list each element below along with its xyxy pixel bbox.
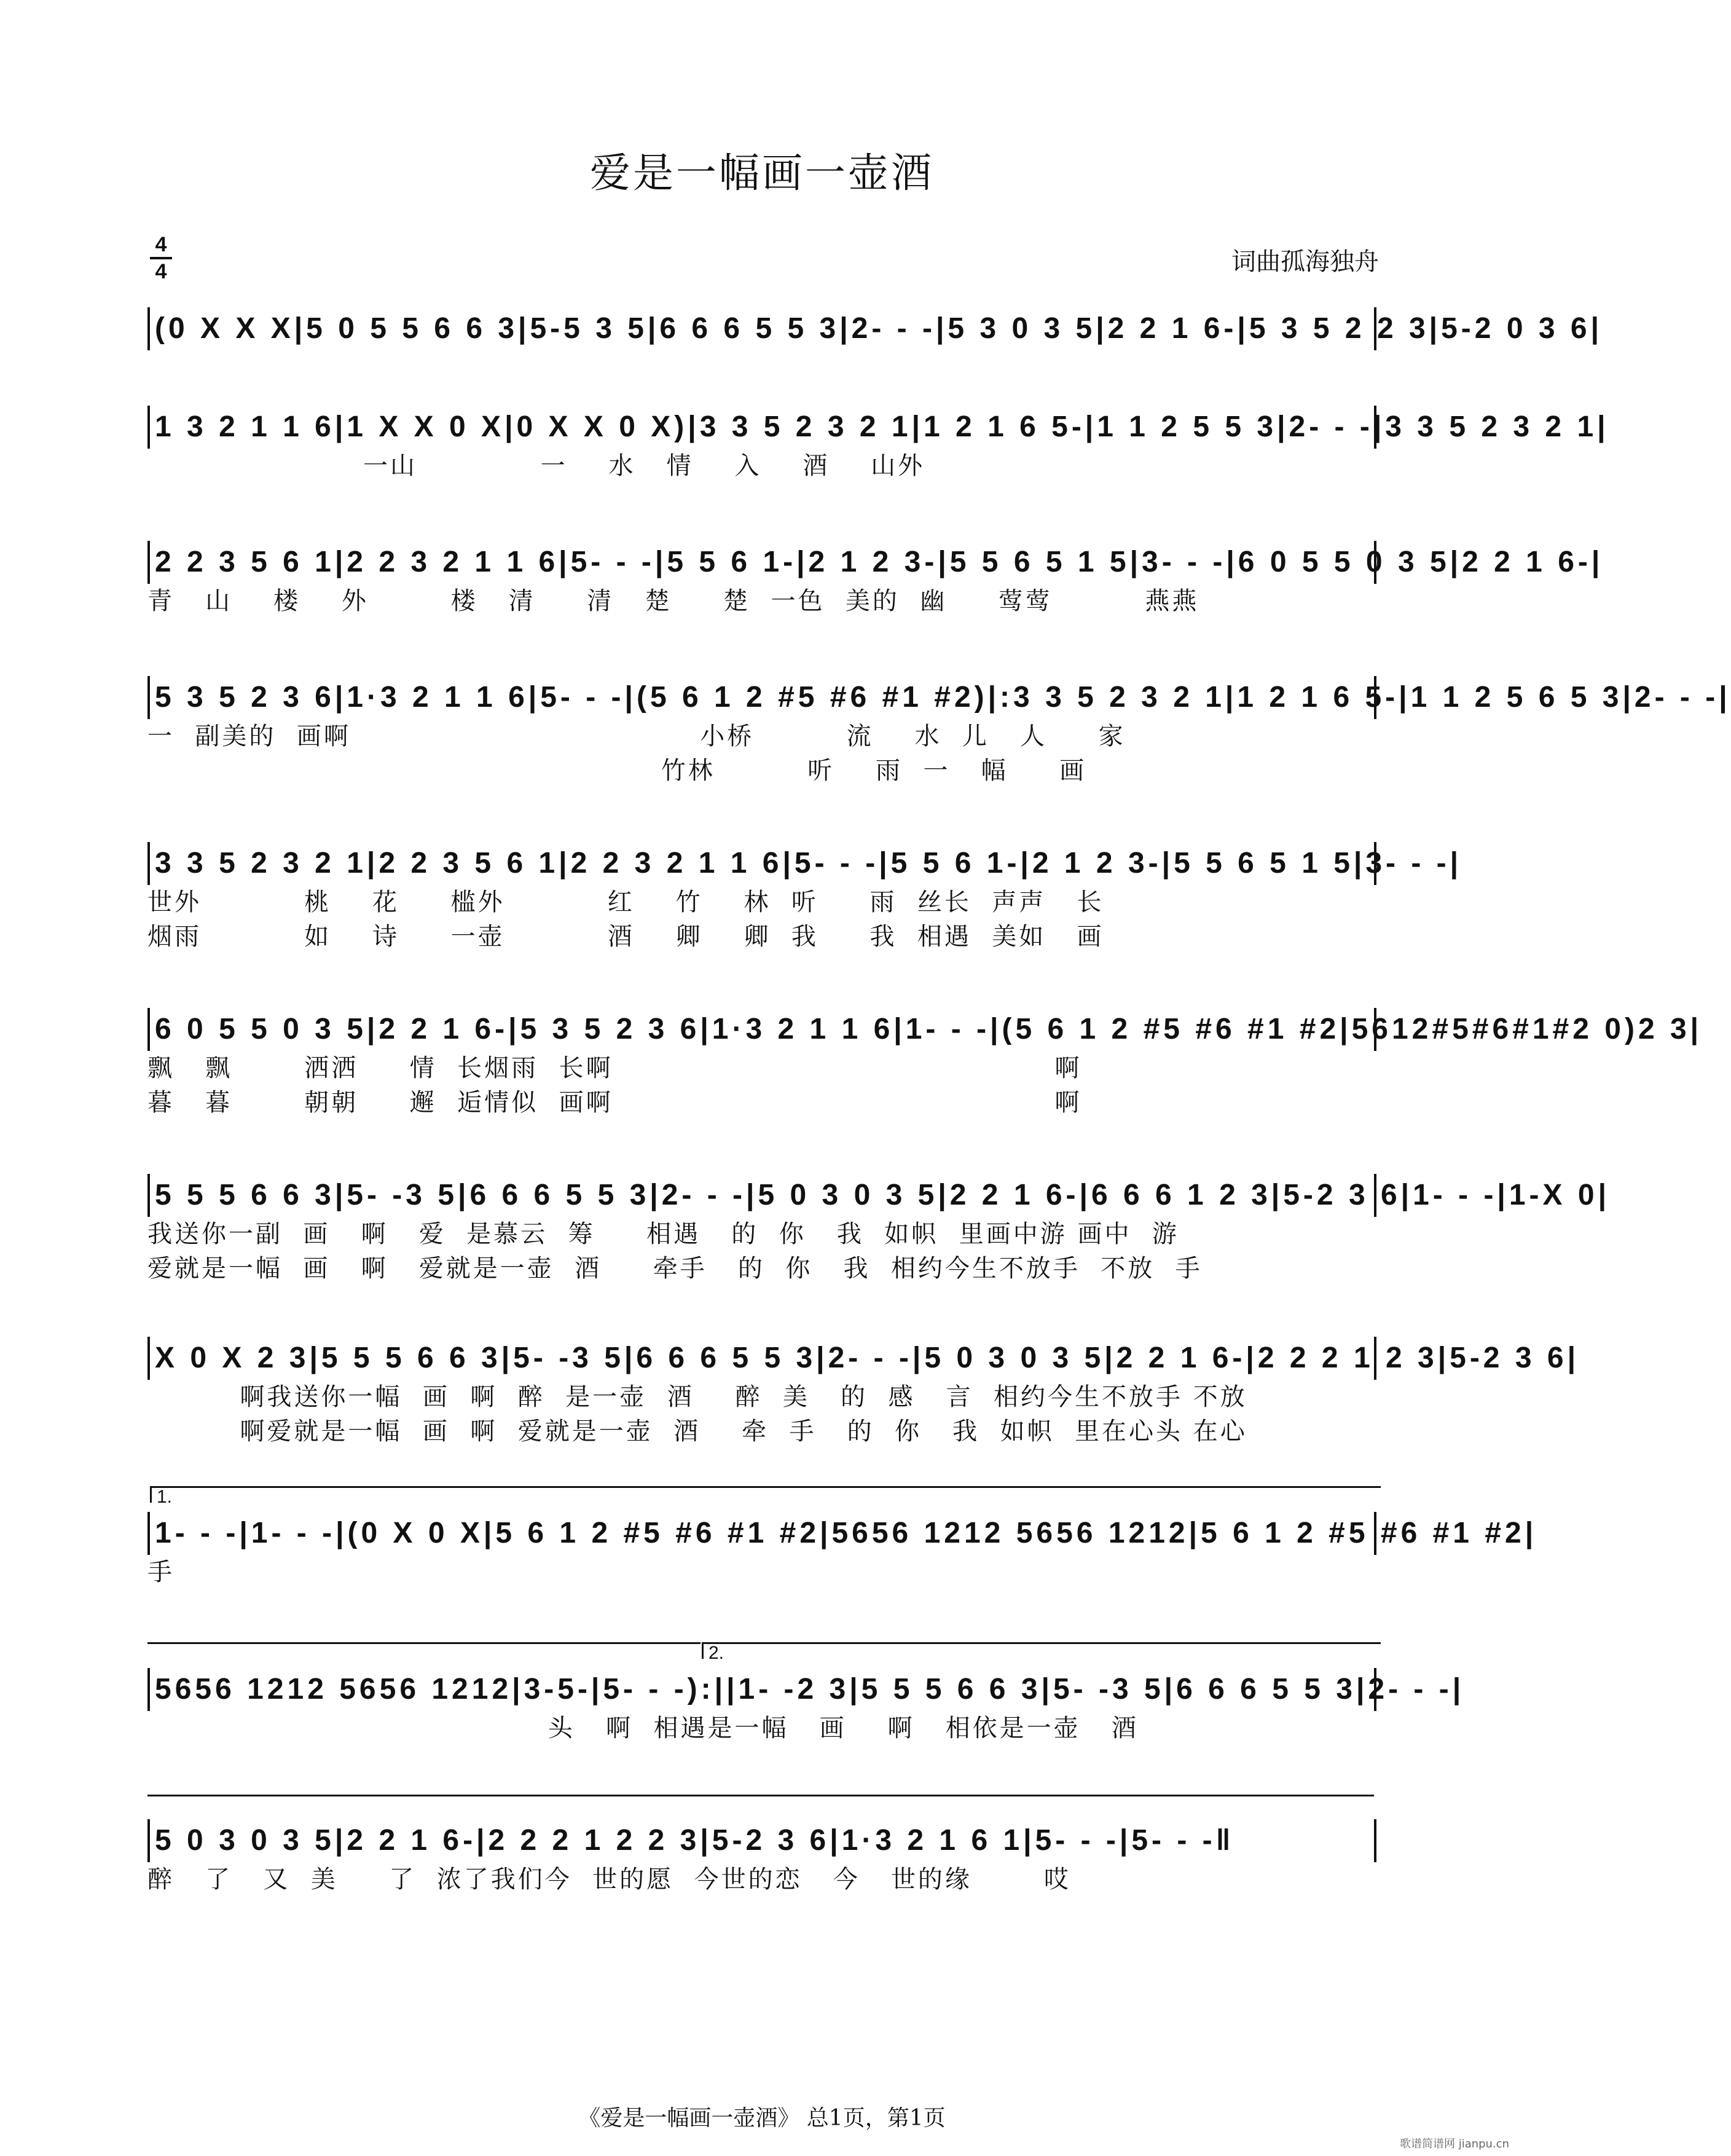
site-watermark: 歌谱简谱网 jianpu.cn: [1399, 2138, 1509, 2150]
lyric-line: 烟雨 如 诗 一壶 酒 卿 卿 我 我 相遇 美如 画: [147, 923, 1104, 951]
lyric-line: 竹林 听 雨 一 幅 画: [147, 757, 1087, 785]
score-system-2: [147, 406, 1609, 483]
notation-line: 5 5 5 6 6 3|5- -3 5|6 6 6 5 5 3|2- - -|5 0 3 0 3 5|2 2 1 6-|6 6 6 1 2 3|5-2 3 6|1- - -|1-X 0|: [147, 1174, 1376, 1217]
score-system-10: [147, 1668, 1465, 1745]
notation-line: X 0 X 2 3|5 5 5 6 6 3|5- -3 5|6 6 6 5 5 3|2- - -|5 0 3 0 3 5|2 2 1 6-|2 2 2 1 2 3|5-2 3 6|: [147, 1337, 1376, 1380]
score-system-9: [147, 1512, 1537, 1589]
score-system-5: [147, 842, 1462, 954]
lyric-line: 飘 飘 洒洒 情 长烟雨 长啊 啊: [147, 1054, 1082, 1082]
second-ending-bracket: 2.: [702, 1642, 1381, 1659]
notation-line: 5 3 5 2 3 6|1·3 2 1 1 6|5- - -|(5 6 1 2 #5 #6 #1 #2)|:3 3 5 2 3 2 1|1 2 1 6 5-|1 1 2 5 6 5 3|2- - -|: [147, 676, 1376, 719]
lyric-line: 一山 一 水 情 入 酒 山外: [147, 452, 925, 480]
time-signature-bottom: 4: [155, 260, 167, 283]
score-system-11: [147, 1819, 1376, 1897]
lyric-line: 一 副美的 画啊 小桥 流 水 儿 人 家: [147, 722, 1126, 750]
notation-line: 2 2 3 5 6 1|2 2 3 2 1 1 6|5- - -|5 5 6 1-|2 1 2 3-|5 5 6 5 1 5|3- - -|6 0 5 5 0 3 5|2 2 1 6-|: [147, 541, 1376, 584]
lyric-line: 暮 暮 朝朝 邂 逅情似 画啊 啊: [147, 1088, 1082, 1117]
notation-line: 3 3 5 2 3 2 1|2 2 3 5 6 1|2 2 3 2 1 1 6|5- - -|5 5 6 1-|2 1 2 3-|5 5 6 5 1 5|3- - -|: [147, 842, 1376, 885]
lyric-line: 啊爱就是一幅 画 啊 爱就是一壶 酒 牵 手 的 你 我 如帜 里在心头 在心: [147, 1417, 1247, 1446]
score-system-4: [147, 676, 1731, 788]
lyric-line: 我送你一副 画 啊 爱 是慕云 筹 相遇 的 你 我 如帜 里画中游 画中 游: [147, 1220, 1179, 1248]
notation-line: 6 0 5 5 0 3 5|2 2 1 6-|5 3 5 2 3 6|1·3 2 1 1 6|1- - -|(5 6 1 2 #5 #6 #1 #2|5612#5#6#1#2 0)2 3|: [147, 1008, 1376, 1051]
notation-line: 1- - -|1- - -|(0 X 0 X|5 6 1 2 #5 #6 #1 #2|5656 1212 5656 1212|5 6 1 2 #5 #6 #1 #2|: [147, 1512, 1376, 1555]
time-signature-divider: [150, 257, 172, 259]
second-ending-continuation: [147, 1795, 1374, 1796]
lyric-line: 世外 桃 花 槛外 红 竹 林 听 雨 丝长 声声 长: [147, 888, 1104, 916]
time-signature-top: 4: [155, 233, 167, 256]
composer-credit: 词曲孤海独舟: [1231, 248, 1379, 276]
notation-line: 1 3 2 1 1 6|1 X X 0 X|0 X X 0 X)|3 3 5 2 3 2 1|1 2 1 6 5-|1 1 2 5 5 3|2- - -|3 3 5 2 3 2 1|: [147, 406, 1376, 449]
lyric-line: 醉 了 又 美 了 浓了我们今 世的愿 今世的恋 今 世的缘 哎: [147, 1865, 1071, 1894]
notation-line: (0 X X X|5 0 5 5 6 6 3|5-5 3 5|6 6 6 5 5 3|2- - -|5 3 0 3 5|2 2 1 6-|5 3 5 2 2 3|5-2 0 3 6|: [147, 307, 1376, 350]
page-footer: 《爱是一幅画一壶酒》 总1页，第1页: [578, 2106, 946, 2131]
lyric-line: 啊我送你一幅 画 啊 醉 是一壶 酒 醉 美 的 感 言 相约今生不放手 不放: [147, 1383, 1247, 1411]
time-signature: [149, 235, 173, 281]
score-system-3: [147, 541, 1604, 618]
first-ending-continuation: [147, 1642, 701, 1644]
notation-line: 5656 1212 5656 1212|3-5-|5- - -):||1- -2 3|5 5 5 6 6 3|5- -3 5|6 6 6 5 5 3|2- - -|: [147, 1668, 1376, 1711]
notation-line: 5 0 3 0 3 5|2 2 1 6-|2 2 2 1 2 2 3|5-2 3 6|1·3 2 1 6 1|5- - -|5- - -‖: [147, 1819, 1376, 1862]
score-system-8: [147, 1337, 1579, 1449]
first-ending-bracket: 1.: [150, 1486, 1381, 1503]
lyric-line: 爱就是一幅 画 啊 爱就是一壶 酒 牵手 的 你 我 相约今生不放手 不放 手: [147, 1254, 1203, 1283]
song-title: 爱是一幅画一壶酒: [590, 149, 934, 197]
lyric-line: 头 啊 相遇是一幅 画 啊 相依是一壶 酒: [147, 1714, 1139, 1742]
score-system-1: [147, 307, 1603, 350]
lyric-line: 手: [147, 1558, 175, 1586]
score-system-6: [147, 1008, 1703, 1120]
score-system-7: [147, 1174, 1611, 1286]
lyric-line: 青 山 楼 外 楼 清 清 楚 楚 一色 美的 幽 莺莺 燕燕: [147, 587, 1199, 615]
